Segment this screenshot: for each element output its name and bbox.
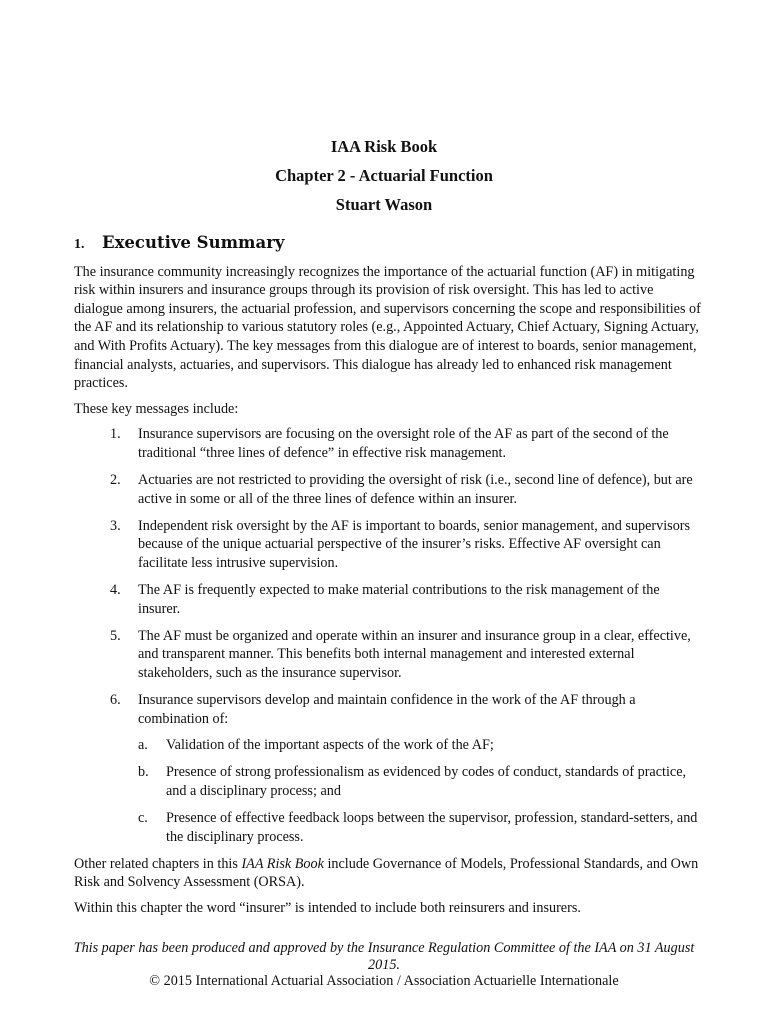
list-item [74, 425, 702, 462]
list-item [74, 517, 702, 573]
related-suffix: include Governance of Models, Professional Standards, and Own Risk and Solvency Assessment (ORSA). [74, 855, 699, 891]
list-item [74, 471, 702, 508]
list-item-text: Independent risk oversight by the AF is important to boards, senior management, and supervisors because of the unique actuarial perspective of the insurer’s risks. Effective AF oversight can facilitate less intrusive supervision. [138, 517, 691, 571]
sub-item-text: Presence of effective feedback loops between the supervisor, profession, standard-setters, and the disciplinary process. [166, 809, 698, 845]
sub-list-item [138, 736, 702, 755]
list-item-number: 1. [110, 426, 121, 443]
list-item [74, 627, 702, 683]
book-title: IAA Risk Book [330, 137, 438, 156]
page-footer [60, 940, 708, 990]
document-title-block [0, 132, 768, 219]
sub-item-letter: b. [138, 764, 149, 781]
section-number: 1. [74, 237, 85, 252]
insurer-definition-note: Within this chapter the word “insurer” is intended to include both reinsurers and insurers. [74, 899, 581, 916]
intro-paragraph: The insurance community increasingly recognizes the importance of the actuarial function (AF) in mitigating risk within insurers and insurance groups through its provision of risk oversight. This has led to active dialogue among insurers, the actuarial profession, and supervisors concerning the scope and responsibilities of the AF and its relationship to various statutory roles (e.g., Appointed Actuary, Chief Actuary, Signing Actuary, and With Profits Actuary). The key messages from this dialogue are of interest to boards, senior management, financial analysts, actuaries, and supervisors. This dialogue has already led to enhanced risk management practices. [74, 263, 701, 392]
key-messages-list [74, 425, 702, 846]
list-item [74, 691, 702, 846]
copyright-notice: © 2015 International Actuarial Association / Association Actuarielle Internationale [149, 973, 619, 989]
list-item-number: 5. [110, 627, 121, 644]
list-item-number: 2. [110, 472, 121, 489]
sub-item-letter: a. [138, 737, 148, 754]
list-item-text: The AF is frequently expected to make material contributions to the risk management of the insurer. [138, 582, 660, 617]
sub-item-text: Validation of the important aspects of the work of the AF; [166, 737, 494, 754]
document-body [74, 234, 702, 924]
key-messages-intro: These key messages include: [74, 400, 239, 417]
related-chapters-paragraph [74, 855, 702, 892]
sub-list-item [138, 763, 702, 800]
sub-item-letter: c. [138, 809, 148, 826]
list-item-text: Insurance supervisors are focusing on the oversight role of the AF as part of the second of the traditional “three lines of defence” in effective risk management. [138, 426, 669, 461]
approval-note: This paper has been produced and approved by the Insurance Regulation Committee of the IAA on 31 August 2015. [73, 940, 695, 973]
chapter-title: Chapter 2 - Actuarial Function [275, 166, 493, 185]
section-heading [74, 234, 702, 255]
sub-list-item [138, 809, 702, 846]
list-item-body [138, 691, 702, 846]
sub-list [138, 736, 702, 846]
list-item-number: 3. [110, 517, 121, 534]
list-item-number: 6. [110, 691, 121, 708]
section-title: Executive Summary [102, 233, 285, 252]
list-item-text: Insurance supervisors develop and maintain confidence in the work of the AF through a combination of: [138, 691, 636, 727]
related-book-title: IAA Risk Book [241, 855, 324, 872]
list-item-text: Actuaries are not restricted to providing the oversight of risk (i.e., second line of defence), but are active in some or all of the three lines of defence within an insurer. [138, 472, 693, 507]
related-prefix: Other related chapters in this [74, 855, 242, 872]
list-item [74, 581, 702, 618]
list-item-text: The AF must be organized and operate within an insurer and insurance group in a clear, effective, and transparent manner. This benefits both internal management and interested external stakeholders, such as the insurance supervisor. [138, 627, 691, 681]
author-name: Stuart Wason [335, 195, 433, 214]
sub-item-text: Presence of strong professionalism as evidenced by codes of conduct, standards of practice, and a disciplinary process; and [166, 764, 687, 799]
list-item-number: 4. [110, 582, 121, 598]
